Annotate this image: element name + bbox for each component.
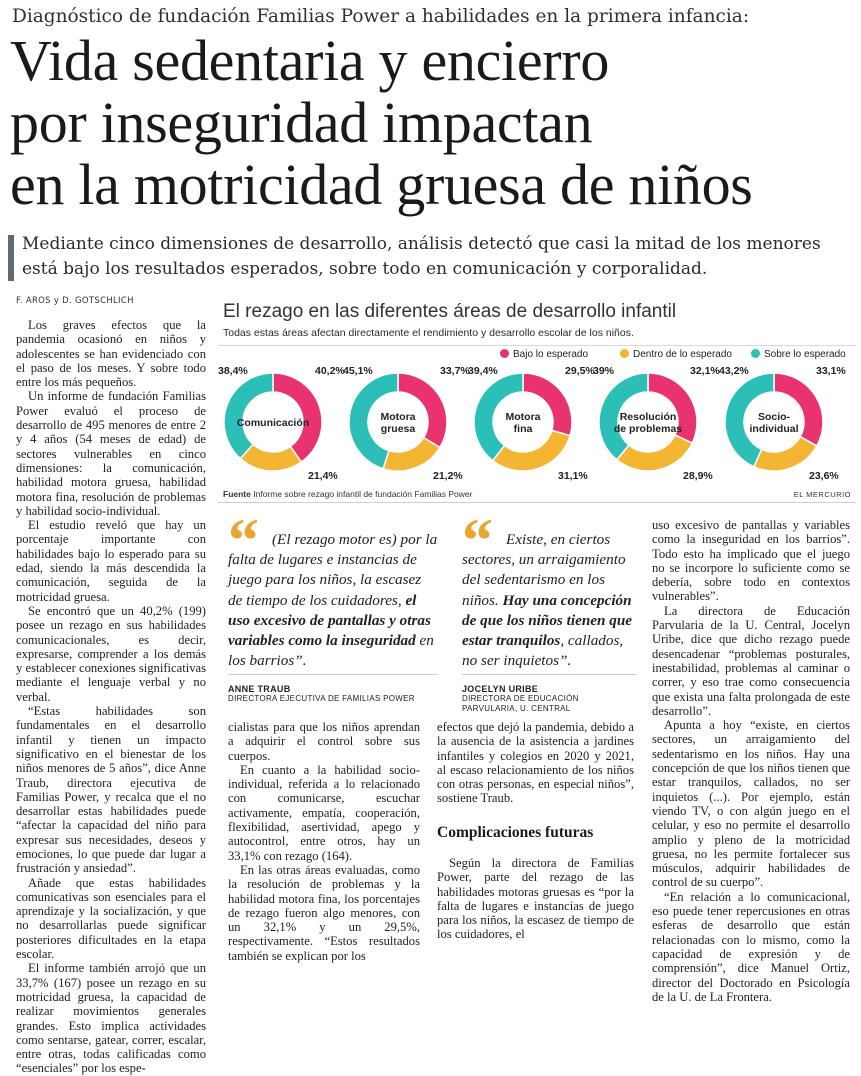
article-column-2 <box>228 720 420 963</box>
donut-value-label: 45,1% <box>343 365 373 377</box>
source-label: Fuente <box>223 489 251 499</box>
quote-mark-icon: “ <box>228 507 259 575</box>
brand: EL MERCURIO <box>793 490 851 499</box>
graphic-subtitle: Todas estas áreas afectan directamente el rendimiento y desarrollo escolar de los niños. <box>223 327 634 339</box>
article-column-3b <box>437 856 634 942</box>
donut-value-label: 31,1% <box>558 470 588 482</box>
paragraph: Apunta a hoy “existe, en ciertos sectores, un arraigamiento del sedentarismo en los niños. Hay una concepción de que los niños tienen que estar tranquilos, callados, no ser inquietos (...). Por ejemplo, están viendo TV, o con algún juego en el celular, y eso no permite el desarrollo amplio y pleno de la motricidad gruesa, no les permite fortalecer sus músculos, adquirir habilidades de control de su cuerpo”. <box>652 718 850 890</box>
pull-quote-1 <box>228 530 438 671</box>
quote-role: DIRECTORA DE EDUCACIÓN <box>462 694 579 703</box>
quote-text-bold: Hay una concepción de que los niños tienen que estar tranquilos <box>462 591 633 650</box>
donut-value-label: 43,2% <box>719 365 749 377</box>
legend-swatch <box>751 349 760 358</box>
legend-swatch <box>620 349 629 358</box>
legend-label: Bajo lo esperado <box>513 349 589 360</box>
headline <box>10 30 855 216</box>
donut-center-label: Comunicación <box>236 417 310 429</box>
paragraph: La directora de Educación Parvularia de la U. Central, Jocelyn Uribe, dice que dicho rezago puede desencadenar “problemas posturales, inestabilidad, problemas al caminar o correr, y eso trae como consecuencia que exista una falta prolongada de este desarrollo”. <box>652 603 850 718</box>
paragraph: “Estas habilidades son fundamentales en el desarrollo infantil y tienen un impacto significativo en el bienestar de los niños menores de 5 años”, dice Anne Traub, directora ejecutiva de Familias Power, y recalca que el no desarrollar estas habilidades puede “afectar la capacidad del niño para expresar sus necesidades, deseos y emociones, lo que puede dar lugar a frustración y ansiedad”. <box>16 704 206 876</box>
donut-value-label: 32,1% <box>690 365 720 377</box>
donut-value-label: 28,9% <box>683 470 713 482</box>
donut-slice-dentro <box>754 437 817 471</box>
article-column-1 <box>16 318 206 1076</box>
paragraph: Según la directora de Familias Power, parte del rezago de las habilidades motoras gruesas es “por la falta de lugares e instancias de juego para los niños, la escasez de tiempo de los cuidadores, el <box>437 856 634 942</box>
donut-value-label: 38,4% <box>218 365 248 377</box>
article-column-3 <box>437 720 634 806</box>
donut-slice-dentro <box>383 438 440 471</box>
paragraph: En cuanto a la habilidad socio-individual, referida a lo relacionado con comunicarse, escuchar activamente, empatía, cooperación, flexibilidad, asertividad, apego y autocontrol, entre otros, hay un 33,1% con rezago (164). <box>228 762 420 863</box>
quote-text: en los barrios”. <box>228 632 434 670</box>
paragraph: cialistas para que los niños aprendan a adquirir el control sobre sus cuerpos. <box>228 720 420 763</box>
graphic-title: El rezago en las diferentes áreas de desarrollo infantil <box>223 301 677 322</box>
quote-text-bold: el uso excesivo de pantallas y otras variables como la inseguridad <box>228 591 431 650</box>
paragraph: efectos que dejó la pandemia, debido a la ausencia de la asistencia a jardines infantiles y colegios en 2020 y 2021, al escaso relacionamiento de los niños con otras personas, en especial niños”, sostiene Traub. <box>437 720 634 806</box>
paragraph: uso excesivo de pantallas y variables como la inseguridad en los barrios”. Todo esto ha implicado que el juego no se incorpore lo suficiente como se debería, sobre todo en contextos vulnerables”. <box>652 518 850 604</box>
donut-center-label: Motora <box>505 411 541 423</box>
legend-item <box>620 349 732 360</box>
donut-slice-dentro <box>617 435 692 471</box>
donut-slice-bajo <box>774 373 823 446</box>
donut-center-label: gruesa <box>380 423 416 435</box>
donut-center-label: fina <box>513 423 533 435</box>
subhead-bar <box>8 235 14 281</box>
paragraph: El informe también arrojó que un 33,7% (167) posee un rezago en su motricidad gruesa, la capacidad de realizar movimientos generales grandes. Esto implica actividades como sentarse, gatear, correr, escalar, entre otras, todas calificadas como “esenciales” por los espe- <box>16 961 206 1076</box>
subhead: Mediante cinco dimensiones de desarrollo, análisis detectó que casi la mitad de los menores está bajo los resultados esperados, sobre todo en comunicación y corporalidad. <box>22 234 821 279</box>
donut-value-label: 39% <box>593 365 615 377</box>
legend-label: Dentro de lo esperado <box>633 349 732 360</box>
paragraph: El estudio reveló que hay un porcentaje importante con habilidades bajo lo esperado para su edad, siendo la más descendida la comunicación, seguida de la motricidad gruesa. <box>16 518 206 604</box>
donut-center-label: Motora <box>380 411 416 423</box>
headline-line: en la motricidad gruesa de niños <box>10 152 753 217</box>
graphic-source <box>223 489 472 499</box>
paragraph: Se encontró que un 40,2% (199) posee un rezago en sus habilidades comunicacionales, es decir, expresarse, comprender a los demás y establecer conexiones significativas mediante el lenguaje verbal y no verbal. <box>16 603 206 704</box>
quote-author: ANNE TRAUB <box>228 684 291 694</box>
donut-center-label: de problemas <box>613 423 683 435</box>
donut-slice-dentro <box>493 430 570 471</box>
legend-swatch <box>500 349 509 358</box>
donut-value-label: 33,1% <box>816 365 846 377</box>
paragraph: Los graves efectos que la pandemia ocasionó en niños y adolescentes se han evidenciado con el paso de los meses. Y sobre todo entre los más pequeños. <box>16 318 206 390</box>
quote-text: , callados, no ser inquietos”. <box>462 632 624 670</box>
quote-text: Existe, en ciertos sectores, un arraigamiento del sedentarismo en los niños. <box>462 531 626 609</box>
paragraph: En las otras áreas evaluadas, como la resolución de problemas y la habilidad motora fina, los porcentajes de rezago fueron algo menores, con un 32,1% y un 29,5%, respectivamente. “Estos resultados también se explican por los <box>228 862 420 963</box>
article-column-4 <box>652 518 850 1004</box>
quote-mark-icon: “ <box>462 507 493 575</box>
source-text: Informe sobre rezago infantil de fundación Familias Power <box>253 489 473 499</box>
paragraph: Un informe de fundación Familias Power evaluó el proceso de desarrollo de 495 menores de entre 2 y 4 años (54 meses de edad) de sectores vulnerables en cinco dimensiones: la comunicación, habilidad motora gruesa, habilidad motora fina, resolución de problemas y habilidad socio-individual. <box>16 389 206 518</box>
donut-charts <box>218 360 858 486</box>
legend-item <box>500 349 588 360</box>
donut-value-label: 21,4% <box>308 470 338 482</box>
quote-text: (El rezago motor es) por la falta de lugares e instancias de juego para los niños, la escasez de tiempo de los cuidadores, <box>228 531 438 609</box>
quote-role: DIRECTORA EJECUTIVA DE FAMILIAS POWER <box>228 694 415 703</box>
quote-role: PARVULARIA, U. CENTRAL <box>462 704 571 713</box>
byline: F. AROS y D. GOTSCHLICH <box>16 296 134 306</box>
divider <box>228 674 438 675</box>
donut-center-label: Socio- <box>757 411 791 423</box>
donut-center-label: Resolución <box>619 411 677 423</box>
divider <box>218 502 856 503</box>
pull-quote-2 <box>462 530 637 671</box>
donut-value-label: 29,5% <box>565 365 595 377</box>
legend-label: Sobre lo esperado <box>764 349 846 360</box>
divider <box>462 674 637 675</box>
donut-value-label: 33,7% <box>440 365 470 377</box>
legend-item <box>751 349 846 360</box>
donut-value-label: 39,4% <box>468 365 498 377</box>
donut-value-label: 40,2% <box>315 365 345 377</box>
donut-value-label: 21,2% <box>433 470 463 482</box>
donut-slice-sobre <box>224 373 273 459</box>
quote-author: JOCELYN URIBE <box>462 684 539 694</box>
kicker: Diagnóstico de fundación Familias Power a habilidades en la primera infancia: <box>12 6 750 27</box>
paragraph: “En relación a lo comunicacional, eso puede tener repercusiones en otras esferas de desarrollo que están relacionadas con lo mismo, como la capacidad de expresión y de comprensión”, dice Manuel Ortiz, director del Doctorado en Psicología de la U. de La Frontera. <box>652 889 850 1004</box>
donut-value-label: 23,6% <box>809 470 839 482</box>
donut-center-label: individual <box>749 423 799 435</box>
paragraph: Añade que estas habilidades comunicativas son esenciales para el aprendizaje y la socialización, y que no desarrollarlas puede significar posteriores dificultades en la etapa escolar. <box>16 875 206 962</box>
section-title: Complicaciones futuras <box>437 824 594 841</box>
headline-line: Vida sedentaria y encierro <box>10 28 610 93</box>
headline-line: por inseguridad impactan <box>10 90 593 155</box>
